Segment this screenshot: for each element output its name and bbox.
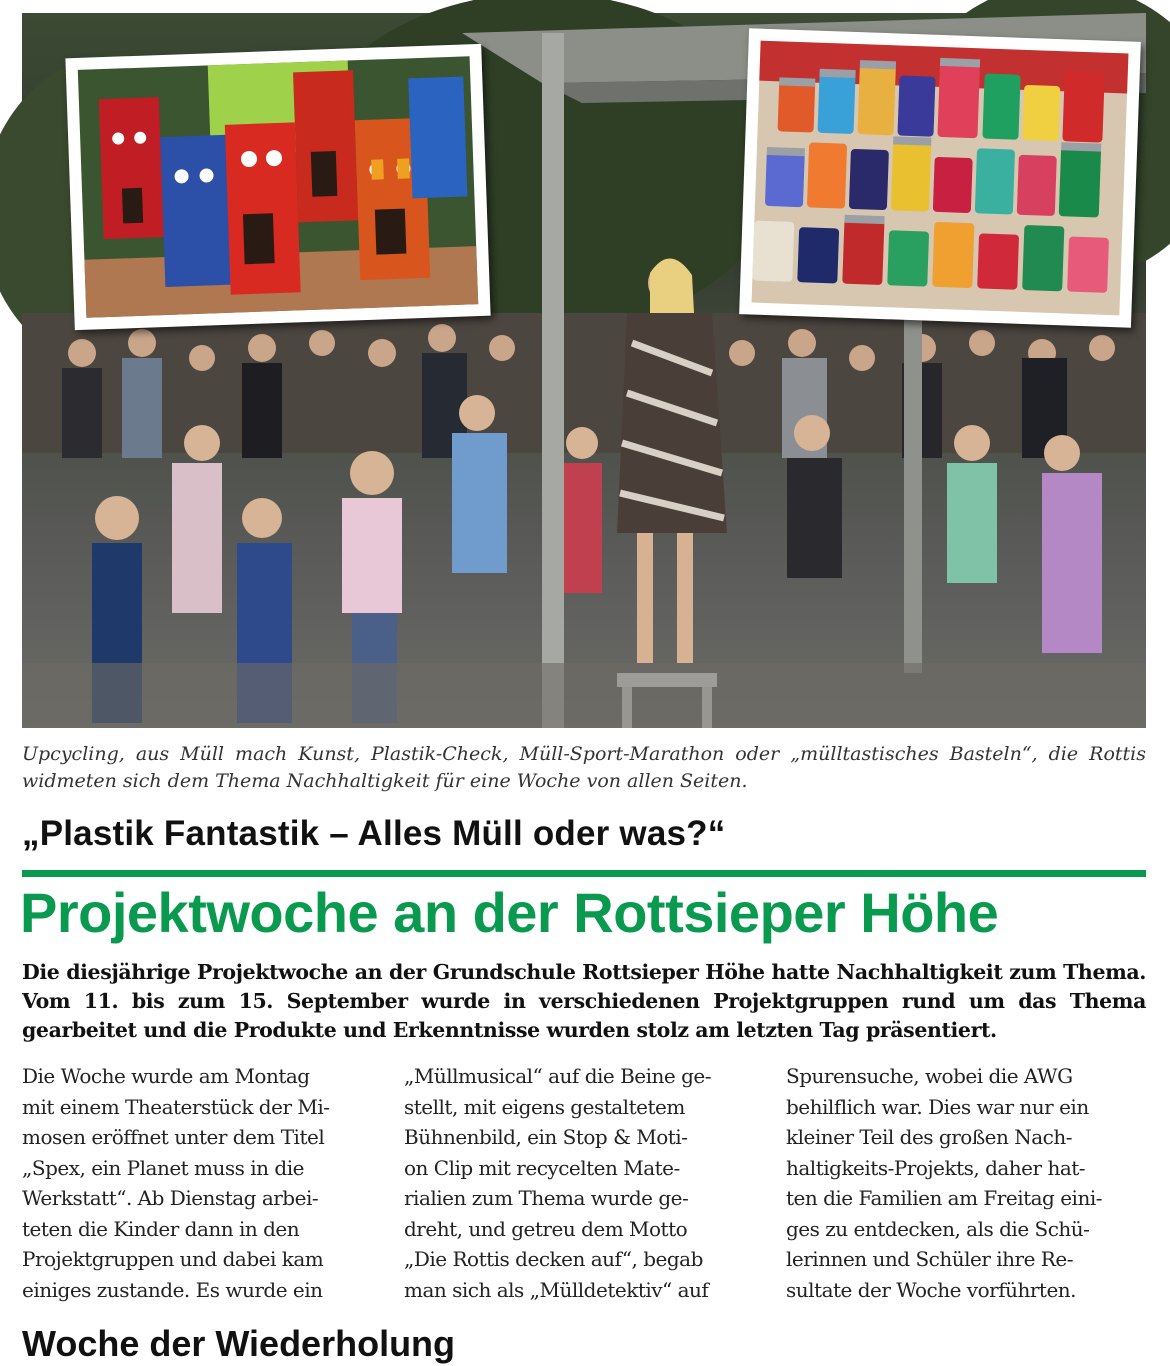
body-line: rialien zum Thema wurde ge- [404, 1186, 689, 1210]
body-line: „Die Rottis decken auf“, begab [404, 1247, 703, 1271]
carton-figures-illustration [78, 56, 478, 318]
body-line: Bühnenbild, ein Stop & Moti- [404, 1125, 688, 1149]
photo-caption: Upcycling, aus Müll mach Kunst, Plastik-Check, Müll-Sport-Marathon oder „mülltastisches Basteln“, die Rottis widmeten sich dem Thema Nachhaltigkeit für eine Woche von allen Seiten. [22, 743, 1146, 792]
next-article-heading-text: Woche der Wiederholung [22, 1323, 456, 1364]
body-column-3 [786, 1061, 1142, 1305]
painted-jars-illustration [752, 41, 1129, 316]
body-line: Spurensuche, wobei die AWG [786, 1064, 1073, 1088]
article-kicker: „Plastik Fantastik – Alles Müll oder was?“ [22, 814, 726, 853]
body-line: man sich als „Mülldetektiv“ auf [404, 1277, 709, 1302]
body-line: ten die Familien am Freitag eini- [786, 1186, 1102, 1210]
body-column-2 [404, 1061, 760, 1305]
body-line: „Müllmusical“ auf die Beine ge- [404, 1064, 711, 1088]
body-line: mosen eröffnet unter dem Titel [22, 1125, 325, 1149]
body-line: Werkstatt“. Ab Dienstag arbei- [22, 1186, 319, 1210]
body-line: mit einem Theaterstück der Mi- [22, 1094, 330, 1119]
body-line: sultate der Woche vorführten. [786, 1277, 1077, 1302]
body-line: Die Woche wurde am Montag [22, 1064, 310, 1088]
body-column-1 [22, 1061, 378, 1305]
main-photo [22, 13, 1146, 728]
inset-photo-painted-jars [739, 28, 1141, 328]
body-line: ges zu entdecken, als die Schü- [786, 1216, 1090, 1241]
body-line: „Spex, ein Planet muss in die [22, 1155, 304, 1180]
article-lead: Die diesjährige Projektwoche an der Grundschule Rottsieper Höhe hatte Nachhaltigkeit zum Thema. Vom 11. bis zum 15. September wurde in verschiedenen Projektgruppen rund um das Thema gearbeitet und die Produkte und Erkenntnisse wurden stolz am letzten Tag präsentiert. [22, 960, 1146, 1042]
body-line: Projektgruppen und dabei kam [22, 1247, 324, 1271]
body-line: dreht, und getreu dem Motto [404, 1216, 688, 1241]
body-line: behilflich war. Dies war nur ein [786, 1094, 1089, 1119]
body-line: stellt, mit eigens gestaltetem [404, 1094, 685, 1119]
next-article-heading [22, 1322, 722, 1364]
body-line: lerinnen und Schüler ihre Re- [786, 1247, 1073, 1271]
headline-rule [22, 870, 1146, 877]
body-line: einiges zustande. Es wurde ein [22, 1277, 323, 1302]
article-headline: Projektwoche an der Rottsieper Höhe [20, 881, 999, 944]
body-line: kleiner Teil des großen Nach- [786, 1125, 1073, 1149]
inset-photo-carton-figures [65, 44, 490, 330]
body-line: on Clip mit recycelten Mate- [404, 1155, 680, 1180]
body-line: teten die Kinder dann in den [22, 1216, 300, 1241]
body-line: haltigkeits-Projekts, daher hat- [786, 1155, 1086, 1180]
